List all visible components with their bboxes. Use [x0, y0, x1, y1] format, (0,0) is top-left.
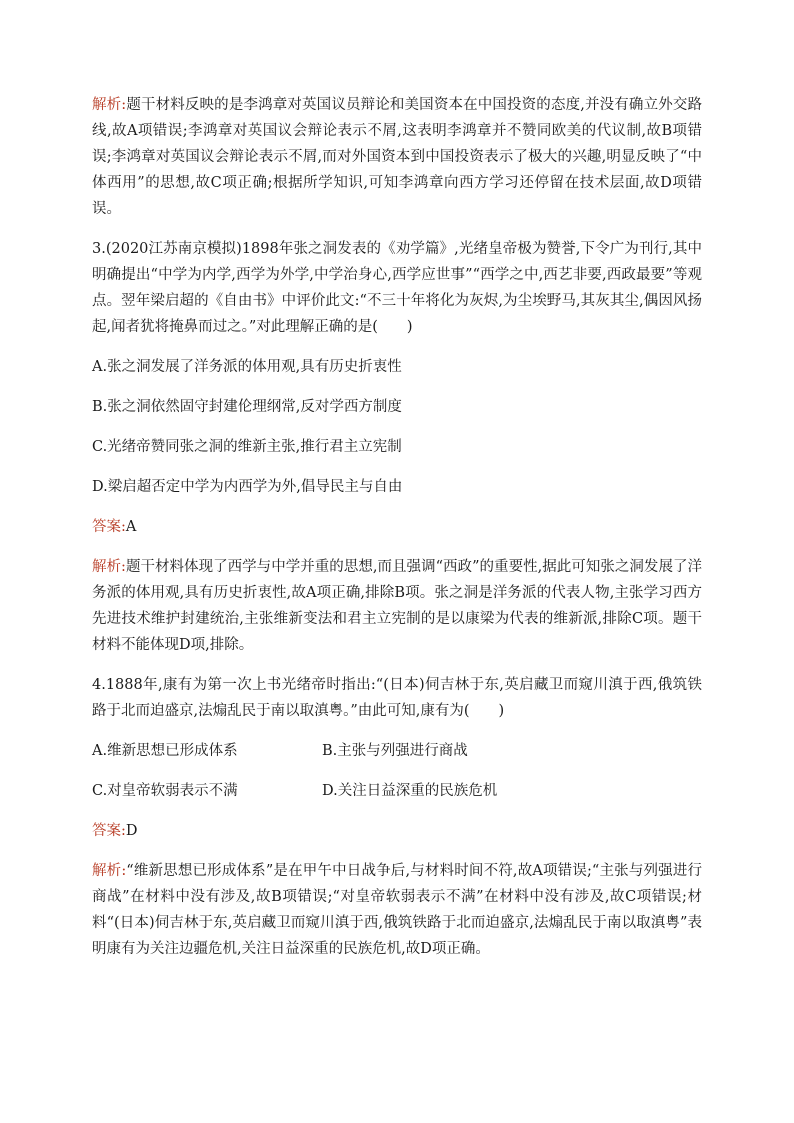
document-page: [92, 92, 702, 962]
question-3-analysis: [92, 554, 702, 658]
question-3-answer: [92, 514, 702, 540]
question-4-option-a: A.维新思想已形成体系: [92, 743, 238, 759]
question-4-analysis: [92, 858, 702, 962]
analysis-text: 题干材料体现了西学与中学并重的思想,而且强调“西政”的重要性,据此可知张之洞发展了洋务派的体用观,具有历史折衷性,故A项正确,排除B项。张之洞是洋务派的代表人物,主张学习西方先进技术维护封建统治,主张维新变法和君主立宪制的是以康梁为代表的维新派,排除C项。题干材料不能体现D项,排除。: [92, 559, 702, 653]
question-4-options-row-1: [92, 738, 702, 764]
question-4-option-d: D.关注日益深重的民族危机: [322, 783, 498, 799]
question-3-option-b: B.张之洞依然固守封建伦理纲常,反对学西方制度: [92, 399, 402, 415]
question-3-option-d: D.梁启超否定中学为内西学为外,倡导民主与自由: [92, 479, 403, 495]
answer-label: 答案:: [92, 519, 126, 535]
question-4-stem: 4.1888年,康有为第一次上书光绪帝时指出:“(日本)伺吉林于东,英启藏卫而窥川滇于西,俄筑铁路于北而迫盛京,法煽乱民于南以取滇粤。”由此可知,康有为( ): [92, 677, 702, 719]
question-3-option-a: A.张之洞发展了洋务派的体用观,具有历史折衷性: [92, 359, 402, 375]
analysis-text: 题干材料反映的是李鸿章对英国议员辩论和美国资本在中国投资的态度,并没有确立外交路线,故A项错误;李鸿章对英国议会辩论表示不屑,这表明李鸿章并不赞同欧美的代议制,故B项错误;李鸿章对英国议会辩论表示不屑,而对外国资本到中国投资表示了极大的兴趣,明显反映了“中体西用”的思想,故C项正确;根据所学知识,可知李鸿章向西方学习还停留在技术层面,故D项错误。: [92, 97, 702, 217]
analysis-text: “维新思想已形成体系”是在甲午中日战争后,与材料时间不符,故A项错误;“主张与列强进行商战”在材料中没有涉及,故B项错误;“对皇帝软弱表示不满”在材料中没有涉及,故C项错误;材料“(日本)伺吉林于东,英启藏卫而窥川滇于西,俄筑铁路于北而迫盛京,法煽乱民于南以取滇粤”表明康有为关注边疆危机,关注日益深重的民族危机,故D项正确。: [92, 863, 703, 957]
answer-label: 答案:: [92, 823, 126, 839]
question-3-option-c: C.光绪帝赞同张之洞的维新主张,推行君主立宪制: [92, 439, 402, 455]
question-4-options-row-2: [92, 778, 702, 804]
question-4-answer: [92, 818, 702, 844]
question-3-stem: 3.(2020江苏南京模拟)1898年张之洞发表的《劝学篇》,光绪皇帝极为赞誉,下令广为刊行,其中明确提出“中学为内学,西学为外学,中学治身心,西学应世事”“西学之中,西艺非要,西政最要”等观点。翌年梁启超的《自由书》中评价此文:“不三十年将化为灰烬,为尘埃野马,其灰其尘,偶因风扬起,闻者犹将掩鼻而过之。”对此理解正确的是( ): [92, 241, 702, 335]
analysis-paragraph-q2: [92, 92, 702, 222]
answer-value: D: [125, 823, 138, 839]
analysis-label: 解析:: [92, 97, 127, 113]
answer-value: A: [125, 519, 137, 535]
question-4-option-b: B.主张与列强进行商战: [322, 743, 468, 759]
analysis-label: 解析:: [92, 559, 126, 575]
question-4-option-c: C.对皇帝软弱表示不满: [92, 783, 238, 799]
analysis-label: 解析:: [92, 863, 127, 879]
